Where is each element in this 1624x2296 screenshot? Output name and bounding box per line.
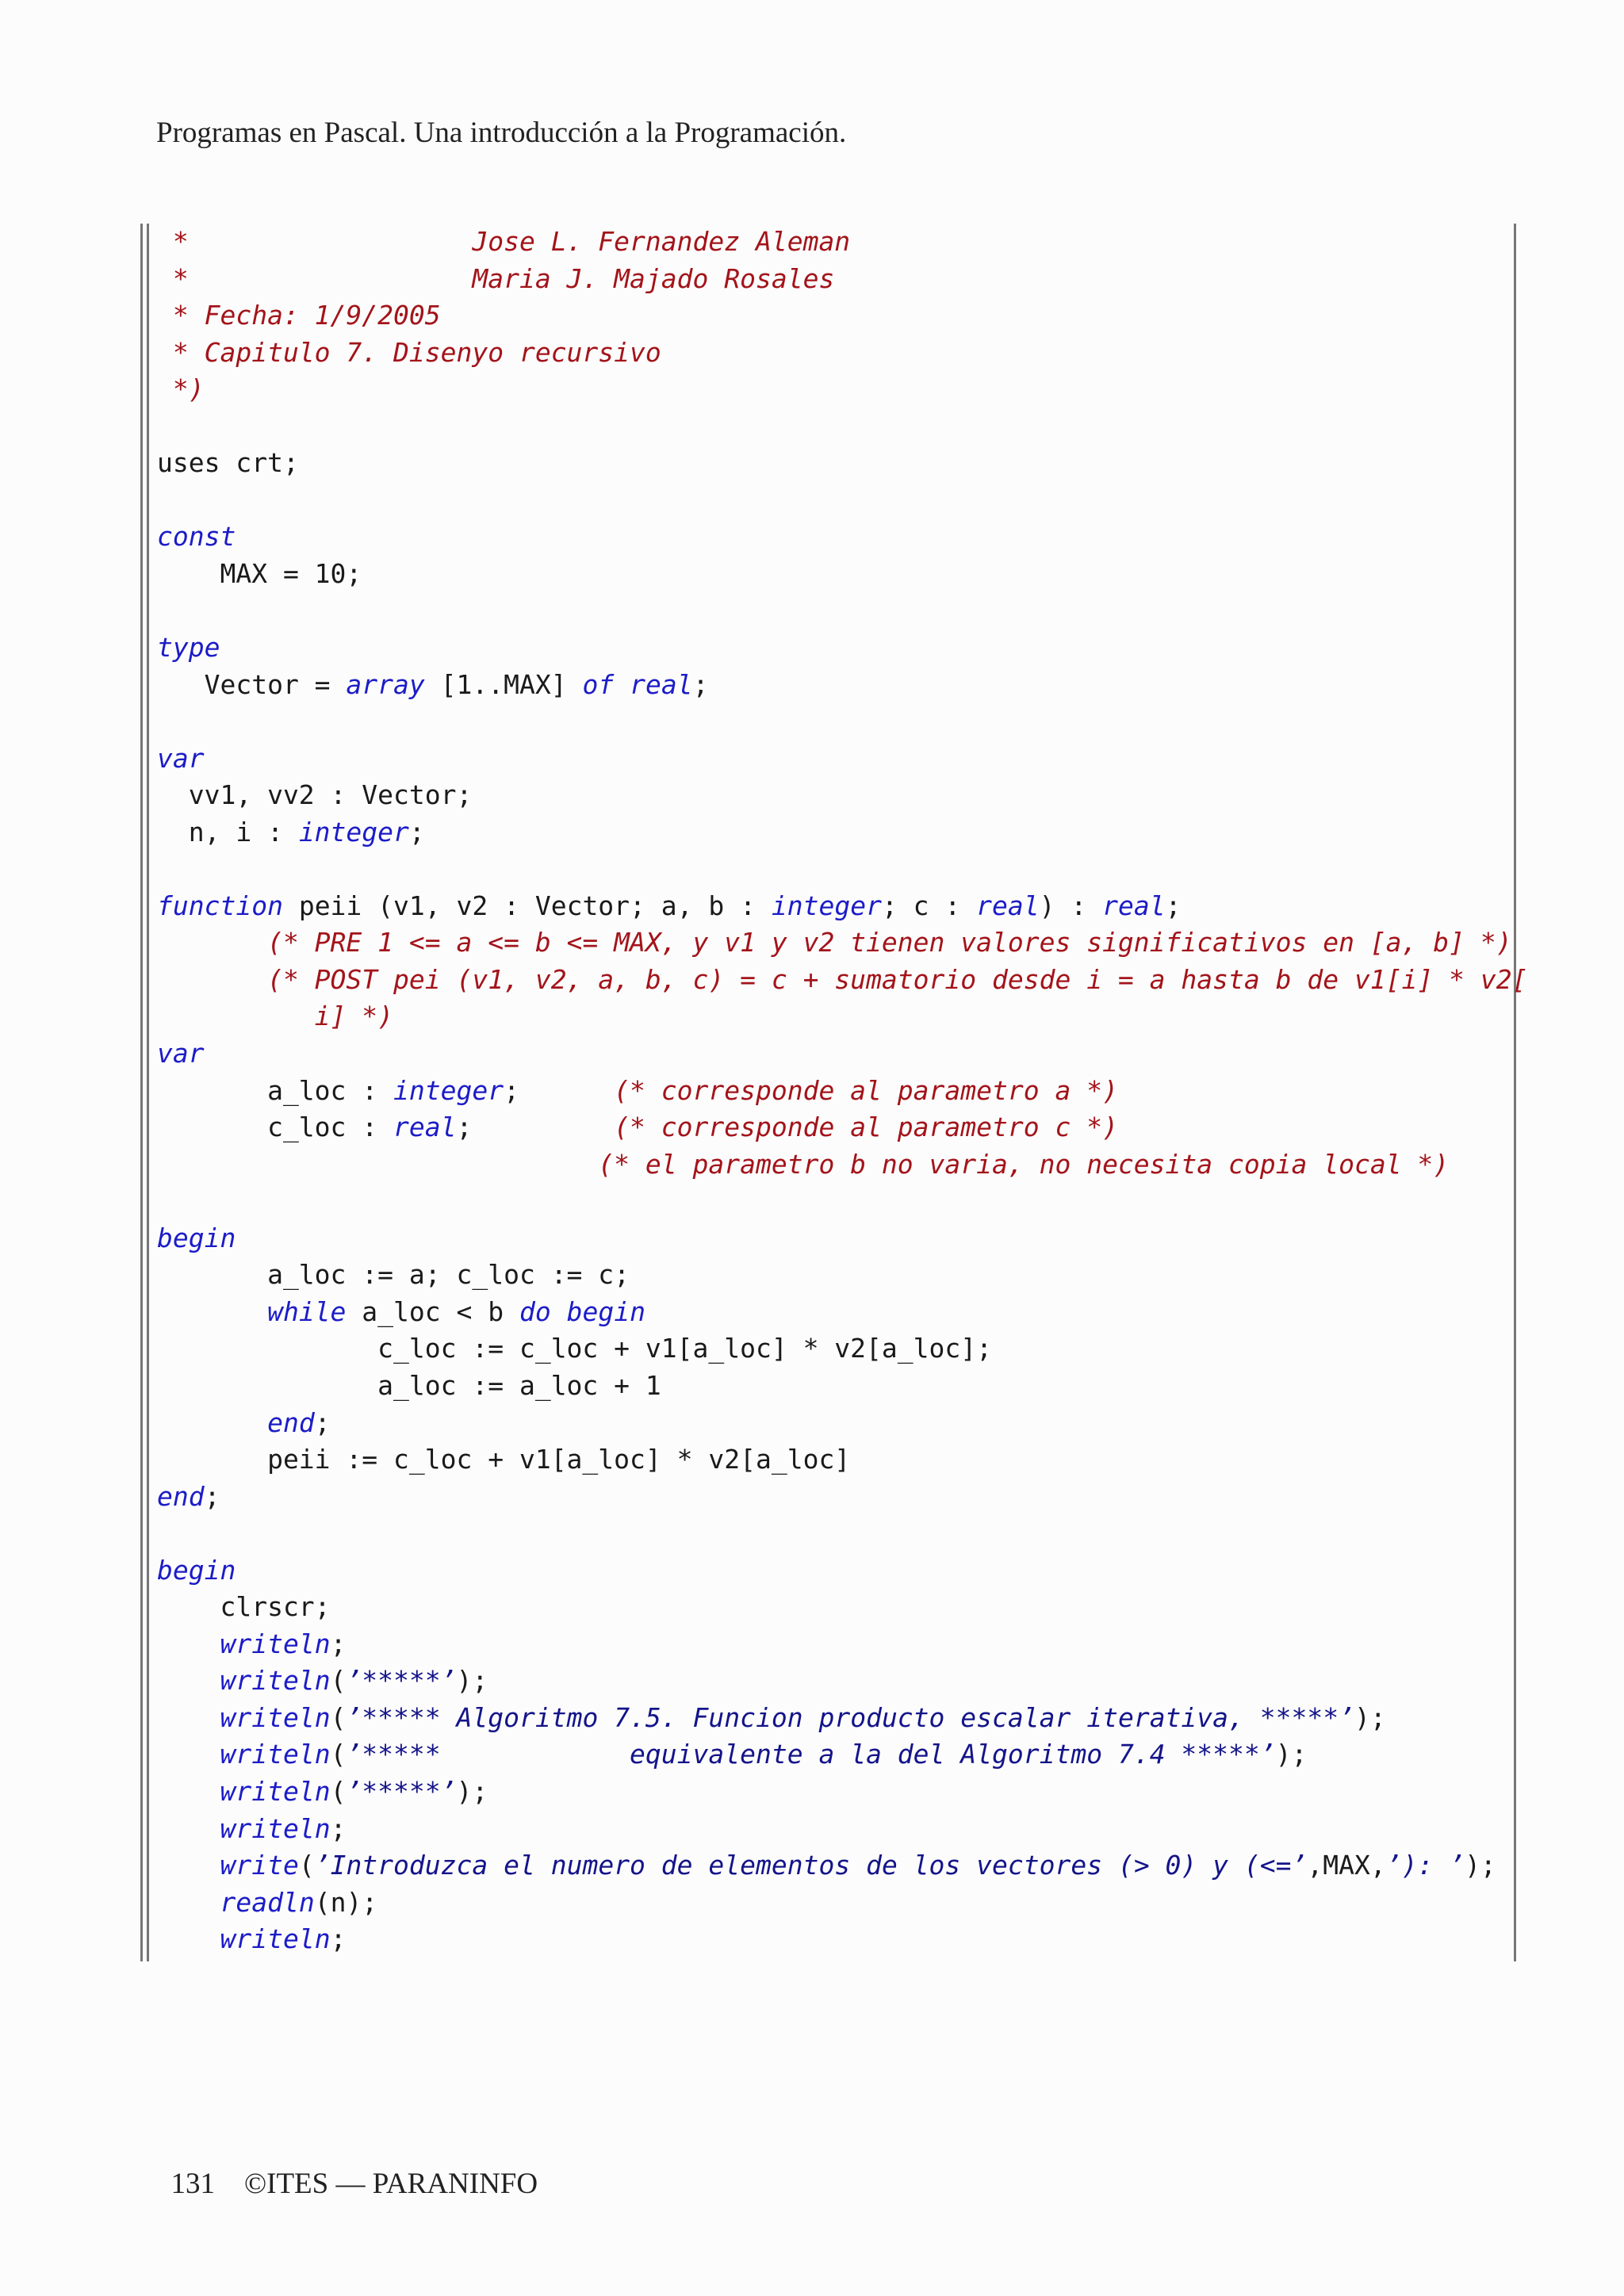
code-text: ); (1465, 1850, 1496, 1881)
code-text: ; (314, 1406, 331, 1438)
code-keyword: integer (771, 890, 882, 921)
code-line (157, 1552, 1513, 1590)
code-text: Vector = (157, 668, 347, 700)
code-keyword: begin (157, 1222, 236, 1253)
code-line (157, 924, 1513, 962)
code-line (157, 1479, 1513, 1516)
copyright-icon: © (244, 2168, 267, 2200)
code-keyword: real (630, 668, 693, 700)
code-comment: *) (157, 373, 205, 405)
code-text: ; (1165, 890, 1182, 921)
code-frame-right-rule (1514, 224, 1516, 1961)
code-line (157, 1626, 1513, 1663)
code-keyword: var (157, 1038, 205, 1070)
code-text (157, 1813, 220, 1844)
code-keyword: while (267, 1295, 347, 1327)
code-keyword: of (582, 668, 615, 700)
code-line (157, 1183, 1513, 1220)
code-keyword: begin (157, 1554, 236, 1586)
code-text (551, 1296, 567, 1327)
code-text: [1..MAX] (424, 668, 583, 700)
code-line (157, 297, 1513, 335)
code-comment: * Maria J. Majado Rosales (157, 262, 835, 294)
code-text: a_loc := a; c_loc := c; (157, 1259, 630, 1291)
code-keyword: writeln (220, 1775, 331, 1807)
code-line (157, 1700, 1513, 1737)
code-line (157, 482, 1513, 519)
code-text: ; (330, 1923, 347, 1955)
code-text: ,MAX, (1307, 1850, 1386, 1881)
page-footer (156, 2133, 538, 2201)
code-line (157, 1663, 1513, 1700)
code-keyword: array (346, 668, 425, 700)
code-text (614, 669, 630, 700)
code-line (157, 1368, 1513, 1405)
code-keyword: integer (298, 816, 409, 848)
code-line (157, 1589, 1513, 1626)
pascal-code-listing (157, 224, 1528, 1958)
code-line (157, 1885, 1513, 1922)
code-keyword: writeln (220, 1812, 331, 1844)
code-line (157, 777, 1513, 814)
code-keyword: writeln (220, 1923, 331, 1955)
code-text (157, 1923, 220, 1954)
code-text: ; (692, 668, 709, 700)
code-text: n, i : (157, 816, 299, 848)
code-line (157, 1109, 1513, 1146)
code-line (157, 1921, 1513, 1958)
code-text (157, 1850, 220, 1881)
code-text: a_loc := a_loc + 1 (157, 1369, 661, 1401)
code-text (157, 1776, 220, 1807)
code-keyword: real (1102, 890, 1166, 921)
code-text: a_loc < b (346, 1295, 519, 1327)
code-text: peii (v1, v2 : Vector; a, b : (282, 890, 772, 921)
code-text: clrscr; (157, 1591, 331, 1623)
code-line (157, 667, 1513, 704)
code-line (157, 1146, 1513, 1184)
code-keyword: writeln (220, 1665, 331, 1697)
code-line (157, 740, 1513, 778)
code-line (157, 224, 1513, 261)
code-line (157, 1847, 1513, 1885)
code-line (157, 1257, 1513, 1294)
code-comment: (* corresponde al parametro a *) (614, 1074, 1118, 1106)
publisher-text: ITES — PARANINFO (266, 2168, 538, 2200)
code-string: ’*****’ (346, 1665, 457, 1697)
code-keyword: write (220, 1850, 299, 1881)
code-frame-left-rule-inner (147, 224, 149, 1961)
code-text: ); (456, 1775, 488, 1807)
code-text (157, 1887, 220, 1918)
code-text: ; (456, 1112, 615, 1143)
code-line (157, 445, 1513, 482)
code-keyword: writeln (220, 1739, 331, 1770)
code-text: ) : (1039, 890, 1103, 921)
code-line (157, 703, 1513, 740)
code-keyword: type (157, 632, 220, 664)
code-text: c_loc : (157, 1112, 394, 1143)
code-comment: * Capitulo 7. Disenyo recursivo (157, 336, 661, 368)
code-text: c_loc := c_loc + v1[a_loc] * v2[a_loc]; (157, 1333, 992, 1364)
code-line (157, 888, 1513, 925)
code-line (157, 371, 1513, 408)
code-line (157, 1736, 1513, 1774)
code-frame-left-rule-outer (140, 224, 143, 1961)
code-line (157, 556, 1513, 593)
code-comment: (* el parametro b no varia, no necesita copia local *) (598, 1148, 1450, 1180)
code-text: ( (330, 1739, 347, 1770)
code-text (157, 1149, 598, 1180)
code-line (157, 629, 1513, 667)
code-keyword: do (519, 1295, 551, 1327)
code-text: ; (330, 1628, 347, 1659)
code-text (157, 1296, 267, 1327)
code-keyword: integer (393, 1074, 504, 1106)
code-text: ); (1275, 1739, 1308, 1770)
code-keyword: function (157, 890, 283, 921)
code-line (157, 1330, 1513, 1368)
code-text: ; (204, 1480, 220, 1512)
code-comment: (* POST pei (v1, v2, a, b, c) = c + sumatorio desde i = a hasta b de v1[i] * v2[ (157, 963, 1528, 995)
code-string: ’Introduzca el numero de elementos de los vectores (> 0) y (<=’ (314, 1850, 1308, 1881)
code-keyword: end (157, 1480, 205, 1512)
code-text: ; (504, 1074, 615, 1106)
code-keyword: real (393, 1112, 457, 1143)
code-comment: (* corresponde al parametro c *) (614, 1112, 1118, 1143)
code-text (157, 1407, 267, 1438)
code-line (157, 1405, 1513, 1442)
code-text: uses crt; (157, 447, 299, 479)
code-line (157, 851, 1513, 888)
code-line (157, 1515, 1513, 1552)
code-line (157, 962, 1528, 999)
code-text: (n); (314, 1886, 378, 1918)
code-line (157, 1811, 1513, 1848)
code-string: ’): ’ (1385, 1850, 1465, 1881)
code-line (157, 1441, 1513, 1479)
code-text: ); (1354, 1701, 1386, 1733)
code-line (157, 408, 1513, 446)
code-line (157, 1220, 1513, 1257)
page-number: 131 (170, 2168, 215, 2200)
code-comment: (* PRE 1 <= a <= b <= MAX, y v1 y v2 tienen valores significativos en [a, b] *) (157, 927, 1512, 959)
code-text (157, 1628, 220, 1659)
code-text (157, 1739, 220, 1770)
code-line (157, 1774, 1513, 1811)
code-text: ( (330, 1665, 347, 1697)
code-text: ( (330, 1701, 347, 1733)
code-text (157, 1702, 220, 1733)
code-text: ; c : (881, 890, 977, 921)
code-line (157, 1294, 1513, 1331)
code-keyword: writeln (220, 1628, 331, 1659)
code-string: ’***** equivalente a la del Algoritmo 7.4 *****’ (346, 1739, 1276, 1770)
code-keyword: var (157, 742, 205, 774)
code-text: ; (330, 1812, 347, 1844)
code-string: ’*****’ (346, 1775, 457, 1807)
code-text: a_loc : (157, 1074, 394, 1106)
code-comment: * Jose L. Fernandez Aleman (157, 226, 851, 257)
code-line (157, 998, 1513, 1035)
code-text: ; (408, 816, 425, 848)
code-text: ( (330, 1775, 347, 1807)
code-line (157, 1073, 1513, 1110)
code-line (157, 1035, 1513, 1073)
code-keyword: writeln (220, 1701, 331, 1733)
code-keyword: readln (220, 1886, 315, 1918)
code-line (157, 814, 1513, 851)
code-line (157, 335, 1513, 372)
running-header: Programas en Pascal. Una introducción a la Programación. (156, 117, 847, 149)
code-line (157, 519, 1513, 556)
code-text (157, 1665, 220, 1696)
code-keyword: end (267, 1406, 315, 1438)
code-keyword: real (976, 890, 1040, 921)
code-text: peii := c_loc + v1[a_loc] * v2[a_loc] (157, 1444, 851, 1475)
code-keyword: const (157, 521, 236, 553)
code-comment: i] *) (157, 1001, 394, 1032)
code-text: MAX = 10; (157, 557, 362, 589)
code-text: ); (456, 1665, 488, 1697)
code-string: ’***** Algoritmo 7.5. Funcion producto escalar iterativa, *****’ (346, 1701, 1354, 1733)
code-text: vv1, vv2 : Vector; (157, 779, 473, 811)
code-line (157, 261, 1513, 298)
code-text: ( (298, 1850, 315, 1881)
code-line (157, 592, 1513, 629)
code-keyword: begin (566, 1295, 645, 1327)
code-comment: * Fecha: 1/9/2005 (157, 300, 441, 331)
